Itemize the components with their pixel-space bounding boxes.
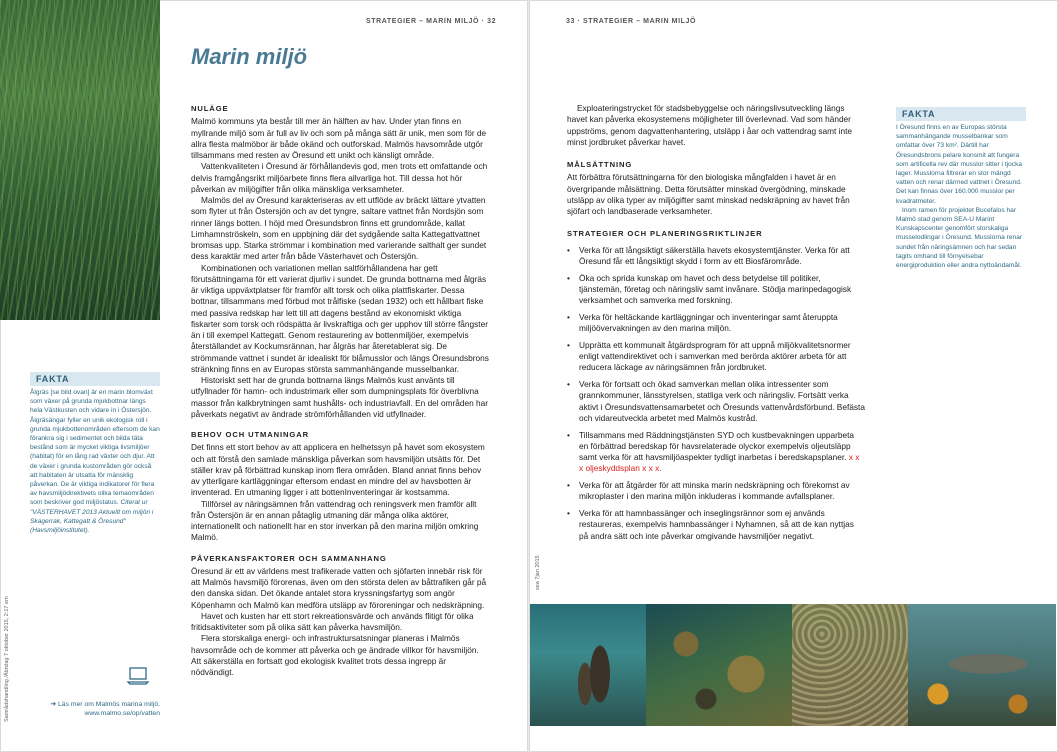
paragraph: Malmös del av Öresund karakteriseras av ett utflöde av bräckt lättare ytvatten som flyter ut från Östersjön och av det tyngre, saltare vattnet från Nordsjön som rinner längs botten. I höjd med Öresundsbron finns ett grundområde, kallat Limhamnströskeln, som en uppbjning där det sydgående salta Kattegattvattnet bromsas upp. Starka strömmar i kombination med varierande salthalt ger sundet dess karaktär med arter från både Västerhavet och Östersjön.	[191, 195, 487, 262]
read-more-link[interactable]	[38, 700, 160, 718]
left-text-column	[191, 103, 489, 678]
read-more-url[interactable]: www.malmo.se/op/vatten	[84, 710, 160, 717]
laptop-icon	[126, 664, 150, 688]
running-head-right: 33 · STRATEGIER – MARIN MILJÖ	[566, 18, 697, 25]
placeholder-text: x x x oljeskyddsplan x x x.	[579, 452, 860, 474]
fakta-box-right	[896, 107, 1026, 270]
fakta-heading: FAKTA	[896, 107, 1026, 121]
list-item-text: Tillsammans med Räddningstjänsten SYD och kustbevakningen upparbeta en förbättrad beredskap för havsrelaterade olyckor exempelvis oljeutsläpp samt verka för att havsmiljöaspekter tydligt inarbetas i beredskapsplaner.	[579, 429, 855, 462]
strategy-list	[567, 245, 865, 542]
seabed-photo	[792, 604, 908, 726]
seagrass-photo	[0, 0, 160, 320]
list-item: • Öka och sprida kunskap om havet och dess betydelse till politiker, tjänstemän, företag och näringsliv samt invånare. Stödja marinpedagogisk verksamhet och samverka med forskning.	[567, 273, 865, 307]
fakta-body: Ålgräs [se bild ovan] är en marin blomväxt som växer på grunda mjukbottnar längs hela Västkusten och vidare in i Östersjön. Ålgräsängar fyller en unik ekologisk roll i grunda mjukbottenområden eftersom de kan förankra sig i sedimentet och bilda täta bestånd som är mycket viktiga livsmiljöer (habitat) för en lång rad växter och djur. Att de växer i grunda kustområden gör också att habitaten är utsatta för mänsklig påverkan. De är viktiga indikatorer för flera av havsmiljödirektivets olika temaområden som beskriver god miljöstatus.	[30, 389, 160, 507]
fakta-text	[30, 388, 160, 535]
list-item: • Verka för fortsatt och ökad samverkan mellan olika intressenter som grannkommuner, länsstyrelsen, statliga verk och näringsliv. Fortsätt verka aktivt i Öresundsvattensamarbetet och Öresunds vattenvårdsförbund. Befästa och vidareutveckla arbetet med Malmös kustråd.	[567, 379, 865, 424]
section-heading-behov: BEHOV OCH UTMANINGAR	[191, 430, 309, 439]
section-heading-paverkan: PÅVERKANSFAKTORER OCH SAMMANHANG	[191, 553, 387, 563]
paragraph: Att förbättra förutsättningarna för den biologiska mångfalden i havet är en övergripande målsättning. Detta förutsätter minskad övergödning, minskade utsläpp av olika typer av miljögifter samt minskad nedskräpning av havet från sjöfart och landbaserade verksamheter.	[567, 172, 850, 216]
mussel-photo	[530, 604, 646, 726]
marine-photo-strip	[530, 604, 1056, 726]
paragraph: Vattenkvaliteten i Öresund är förhållandevis god, men trots ett omfattande och delvis framgångsrikt miljöarbete finns flera allvarliga hot. Till dessa hot hör påverkan av miljögifter från olika mänskliga verksamheter.	[191, 161, 488, 194]
paragraph: Malmö kommuns yta består till mer än hälften av hav. Under ytan finns en myllrande miljö som är full av liv och som på många sätt är unik, men som för de allra flesta malmöbor är både okänd och outforskad. Malmös havsområde utgör tillsammans med resten av Öresund ett unikt och känsligt område.	[191, 116, 487, 160]
section-heading-strategier: STRATEGIER OCH PLANERINGSRIKTLINJER	[567, 229, 763, 239]
right-text-column	[567, 103, 865, 547]
paragraph: Flera storskaliga energi- och infrastruktursatsningar planeras i Malmös havsområde och de kommer att påverka och ge ändrade villkor för havsmiljön. Att säkerställa en fortsatt god ekologisk kvalitet trots dessa ingrepp är nödvändigt.	[191, 633, 479, 677]
fakta-heading: FAKTA	[30, 372, 160, 386]
list-item: • Upprätta ett kommunalt åtgärdsprogram för att uppnå miljökvalitetsnormer enligt vattendirektivet och i samverkan med berörda aktörer arbeta för att reducera läckage av näringsämnen från jordbruket.	[567, 340, 865, 374]
section-heading-malsattning: MÅLSÄTTNING	[567, 160, 633, 169]
intro-paragraph: Exploateringstrycket för stadsbebyggelse och näringslivsutveckling längs havet kan påverka ekosystemens möjligheter till överlevnad. Vad som händer uppströms, genom dagvattenhantering, utsläpp i åar och vattendrag samt inte minst jordbruket påverkar havet.	[567, 103, 853, 147]
list-item: • Verka för heltäckande kartläggningar och inventeringar samt återuppta miljöövervakningen av den marina miljön.	[567, 312, 865, 335]
fakta-text-2: Inom ramen för projektet Bucefalos har Malmö stad genom SEA-U Marint Kunskapscenter genomfört storskaliga musselodlingar i Öresund. Musslorna renar sundet från näringsämnen och har sedan tagits omhand till förnyelsebar energiproduktion eller andra nyttoändamål.	[896, 206, 1023, 270]
arrow-right-icon: ➔	[50, 701, 57, 708]
paragraph: Tillförsel av näringsämnen från vattendrag och reningsverk men framför allt från Östersjön är en annan påtaglig utmaning där många olika aktörer, internationellt och nationellt har en stor inverkan på den marina miljön omkring Malmö.	[191, 498, 479, 543]
list-item: • Verka för att åtgärder för att minska marin nedskräpning och förekomst av mikroplaster i den marina miljön inkluderas i kommande avfallsplaner.	[567, 480, 865, 503]
read-more-text: Läs mer om Malmös marina miljö.	[58, 701, 160, 708]
fakta-box-left	[30, 372, 160, 535]
list-item: • Verka för att hamnbassänger och inseglingsrännor som ej används restaureras, exempelvis hamnbassänger i Nyhamnen, så att de kan nyttjas på andra sätt och inte påverkar omgivande havsmiljöer negativt.	[567, 508, 865, 542]
paragraph: Öresund är ett av världens mest trafikerade vatten och sjöfarten innebär risk för att Malmös havsmiljö förorenas, även om den största delen av båttrafiken går på den danska sidan. Det ökande antalet stora kryssningsfartyg som angör Köpenhamn och Malmö kan medföra utsläpp av föroreningar och nedskräpning.	[191, 565, 487, 610]
section-heading-nulage: NULÄGE	[191, 104, 229, 113]
list-item	[567, 430, 865, 475]
side-vertical-note-right: sea 7jan 2015	[535, 555, 541, 590]
fakta-text: I Öresund finns en av Europas största sammanhängande musselbankar som omfattar över 73 km². Därtill har Öresundsbrons pelare konsmit att fungera som artificella rev där musslor sitter i tjocka lager. Musslorna filtrerar en stor mängd vatten och renar därmed vattnet i Öresund. Det kan finnas över 160.000 musslor per kvadratmeter.	[896, 124, 1023, 205]
fakta-citation: Citerat ur "VÄSTERHAVET 2013 Aktuellt om miljön i Skagerrak, Kattegatt & Öresund" (Havsmiljöinstitutet).	[30, 499, 154, 535]
paragraph: Kombinationen och variationen mellan saltförhållandena har gett förutsättningarna för ett varierat djurliv i sundet. De grunda bottnarna med ålgräs är viktiga uppväxtplatser för framför allt torsk och olika plattfiskarter. Dessa bottnar, tillsammans med förbud mot trålfiske (sedan 1932) och ett hållbart fiske med passiva redskap har lett till att dagens bestånd av ekonomiskt viktiga fiskarter som torsk och rödspätta är livskraftiga och ger upphov till större fångster än i till exempel Kattegatt. Genom restaurering av bottenmiljöer, exempelvis återställandet av Kockumsrännan, har ålgräs har återetablerat sig. De strömmande vattnet i sundet är idealiskt för blåmusslor och längs Öresundsbrons stränkning finns en av Europas största sammanhängande musselbankar.	[191, 262, 489, 374]
page-title: Marin miljö	[191, 44, 308, 69]
running-head-left: STRATEGIER – MARIN MILJÖ · 32	[366, 18, 497, 25]
paragraph: Det finns ett stort behov av att applicera en helhetssyn på havet som ekosystem och att förstå den samlade mänskliga påverkan som havsmiljön utsätts för. Det ställer krav på förbättrad kunskap inom flera områden. Bland annat finns behov av ytterligare kartläggningar eftersom endast en mindre del av havsbotten är inventerad. En utmaning ligger i att bottenInventeringar är kostsamma.	[191, 442, 485, 498]
side-vertical-note-left: Samrådshandling /Äbrslag 7 oktober 2015, 2:17 em	[4, 596, 10, 722]
list-item: • Verka för att långsiktigt säkerställa havets ekosystemtjänster. Verka för att Öresund får ett långsiktigt skydd i form av ett Biosfärområde.	[567, 245, 865, 268]
crab-photo	[646, 604, 792, 726]
paragraph: Havet och kusten har ett stort rekreationsvärde och används flitigt för olika fritidsaktiviteter som på olika sätt kan påverka havsmiljön.	[191, 610, 474, 632]
fish-photo	[908, 604, 1056, 726]
paragraph: Historiskt sett har de grunda bottnarna längs Malmös kust använts till utfyllnader för hamn- och industrimark eller som dumpningsplats för överblivna massor från kalkbrytningen samt hushålls- och industriavfall. En del områden har påverkats negativt av ändrade strömförhållanden vid utfyllnader.	[191, 375, 488, 419]
